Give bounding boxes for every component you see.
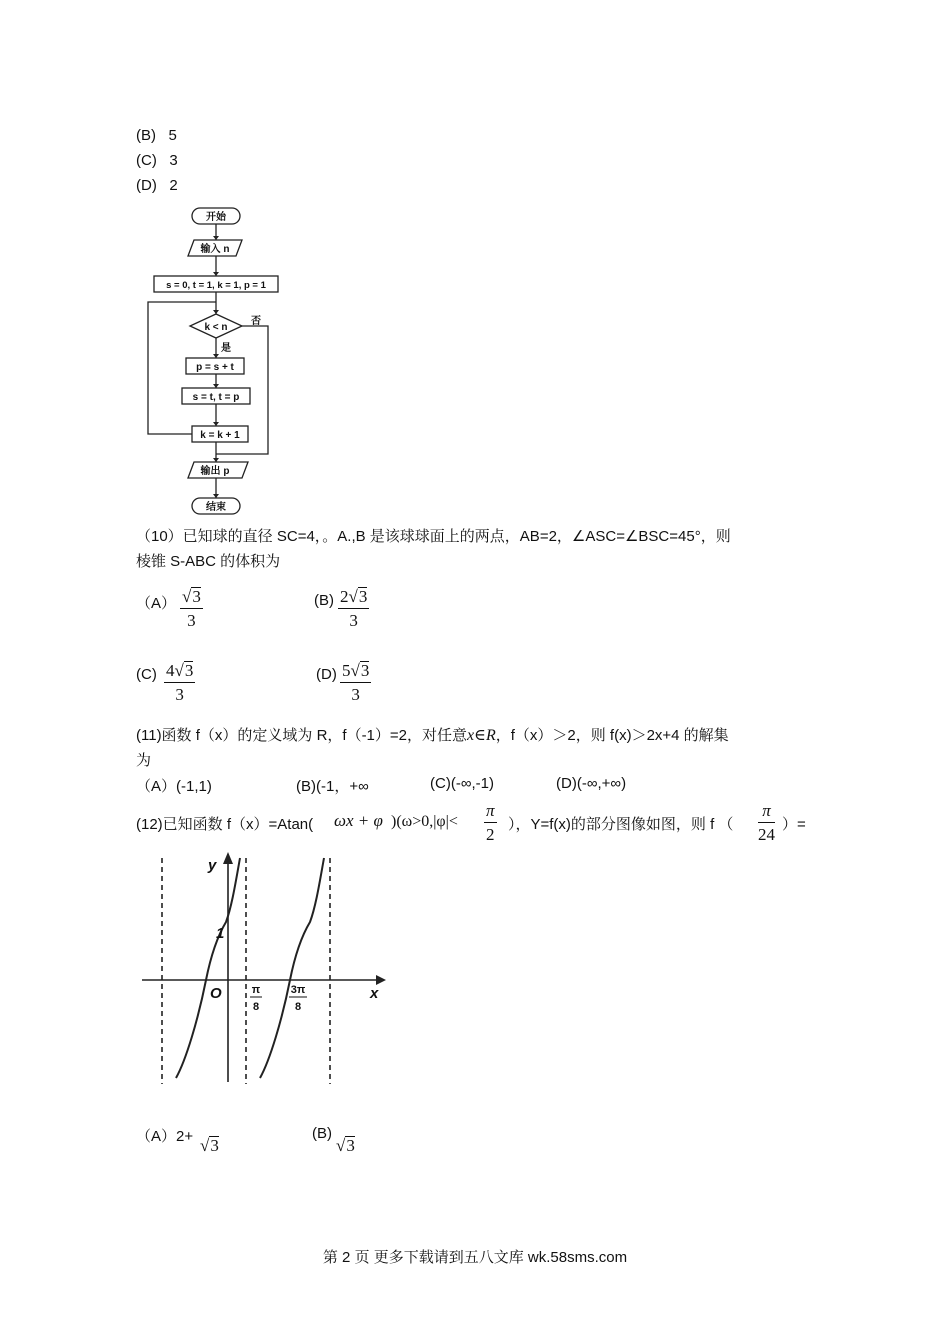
q10-line1: （10）已知球的直径 SC=4，。A.,B 是该球球面上的两点，AB=2，∠ASC=∠BSC=45°，则 [136,528,731,545]
q10-option-c-fraction: $\frac{4√3}{3}$ [166,661,194,704]
x-label: x [370,985,379,1002]
q12-option-a: （A）2+ [136,1128,194,1145]
q10-option-d-label: (D) [316,666,337,683]
origin-label: O [210,985,222,1002]
q11-line2: 为 [136,752,152,769]
tick-3pi-8-num: 3π [290,984,306,996]
q10-option-c-label: (C) [136,666,157,683]
q12-prefix: (12)已知函数 f（x）=Atan( [136,816,314,833]
option-d-top: (D) 2 [136,177,178,194]
option-b-top: (B) 5 [136,127,177,144]
q10-option-d-fraction: $\frac{5√3}{3}$ [342,661,370,704]
flowchart-step2-text: s = t, t = p [192,392,240,403]
q10-line2: 棱锥 S-ABC 的体积为 [136,553,281,570]
flowchart-step1-text: p = s + t [196,362,234,373]
page-footer: 第 2 页 更多下载请到五八文库 wk.58sms.com [322,1249,628,1266]
q11-option-a: （A）(-1,1) [136,778,212,795]
q10-option-b-label: (B) [314,592,334,609]
tick-pi-8-den: 8 [252,1001,260,1013]
q12-option-b: (B) [312,1125,332,1142]
q12-pi-over-24: $\frac{\pi}{24}$ [758,801,775,844]
flowchart-output-text: 输出 p [200,466,230,477]
q10-option-b-fraction: $\frac{2√3}{3}$ [340,587,368,630]
tangent-graph [136,850,388,1090]
tangent-branch-left [176,858,240,1078]
q10-option-a-label: （A） [136,595,177,612]
flowchart [136,200,296,520]
flowchart-condition-text: k < n [204,322,228,333]
q12-option-a-radical: √3 [200,1136,219,1155]
q11-option-c: (C)(-∞,-1) [430,775,495,792]
tick-pi-8-num: π [251,984,261,996]
q11-option-b: (B)(-1，+∞ [296,778,369,795]
flowchart-step3-text: k = k + 1 [200,430,240,441]
q11-line1: (11)函数 f（x）的定义域为 R，f（-1）=2，对任意x∈R，f（x）＞2，则 f(x)＞2x+4 的解集 [136,727,729,744]
option-c-top: (C) 3 [136,152,178,169]
q12-option-b-radical: √3 [336,1136,355,1155]
q12-middle-text: ），Y=f(x)的部分图像如图，则 f （ [508,816,734,833]
flowchart-input-text: 输入 n [200,244,230,255]
q12-arg: ωx + φ [334,811,383,830]
flowchart-end-text: 结束 [206,502,226,513]
q12-suffix: ）= [782,816,806,833]
flowchart-start-text: 开始 [206,212,226,223]
q11-option-d: (D)(-∞,+∞) [556,775,627,792]
flowchart-init-text: s = 0, t = 1, k = 1, p = 1 [166,280,266,291]
q10-option-a-fraction: $\frac{√3}{3}$ [182,587,201,630]
flowchart-no-label: 否 [251,316,261,327]
q12-pi-over-2: $\frac{\pi}{2}$ [486,801,495,844]
q12-condition: )(ω>0,|φ|< [391,813,458,830]
tangent-branch-right [260,858,324,1078]
flowchart-yes-label: 是 [221,343,231,354]
y-label: y [208,857,217,874]
tick-3pi-8-den: 8 [294,1001,302,1013]
one-label: 1 [216,925,225,942]
